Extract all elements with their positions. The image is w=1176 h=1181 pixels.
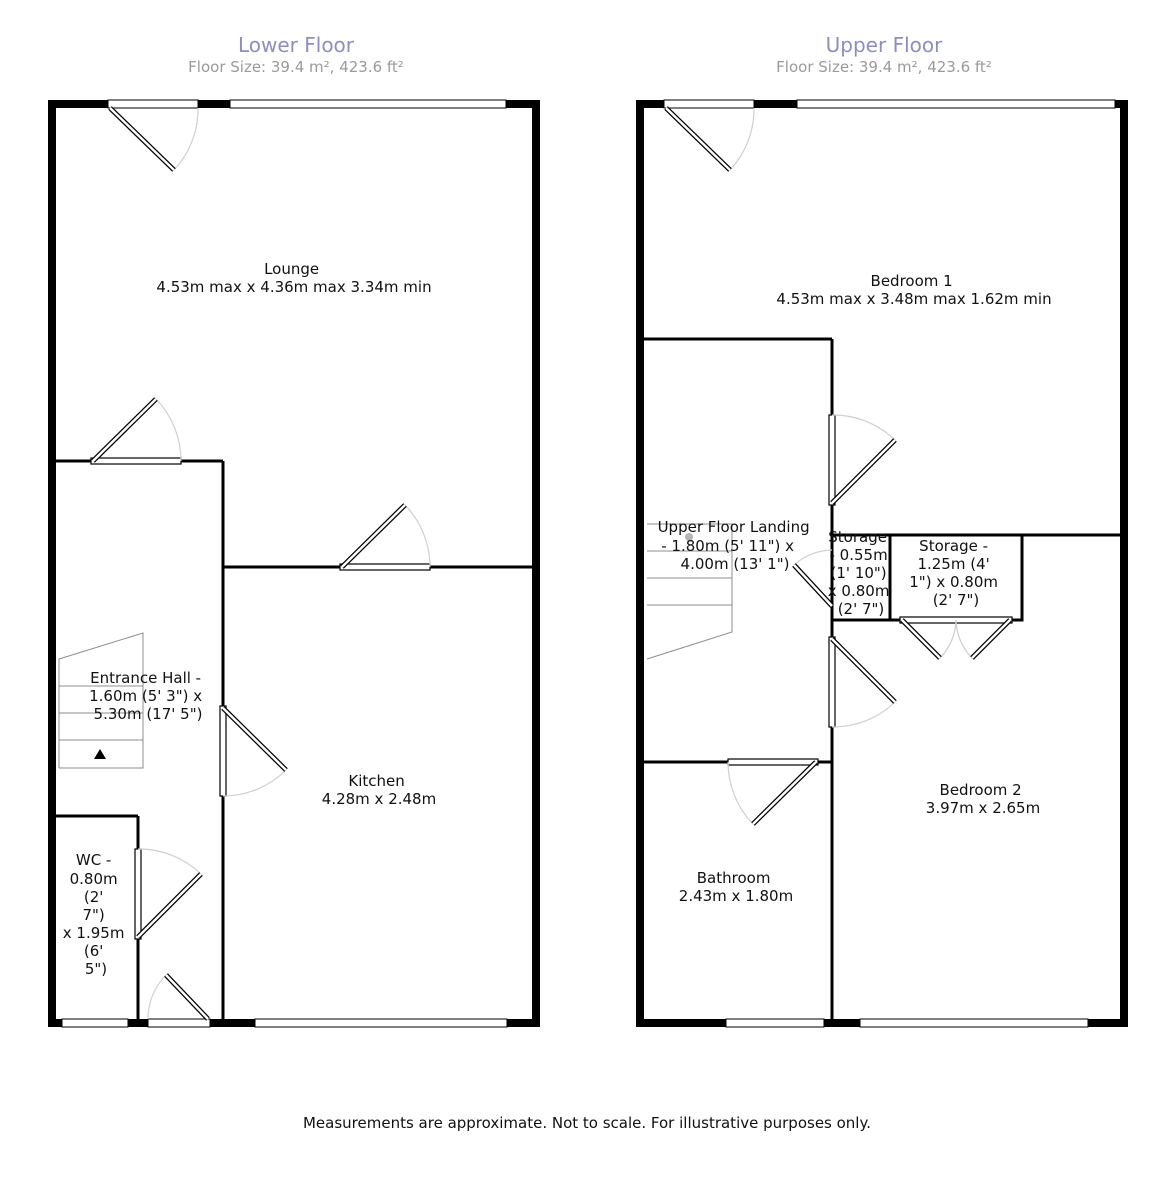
wc-label: WC - 0.80m (2' 7") x 1.95m (6' 5") — [62, 851, 125, 978]
storage-small-door-swing — [794, 550, 832, 565]
bedroom-2-door-swing — [832, 702, 895, 727]
upper-floor-landing-label: Upper Floor Landing - 1.80m (5' 11") x 4.00m (13' 1") — [657, 518, 810, 573]
bathroom-label: Bathroom 2.43m x 1.80m — [678, 869, 794, 905]
storage-small-label: Storage - 0.55m (1' 10") x 0.80m (2' 7") — [827, 528, 890, 618]
bedroom-2-door-frame — [829, 637, 835, 727]
bedroom-1-window — [797, 100, 1115, 108]
lower-floor-title: Lower Floor — [237, 33, 355, 57]
kitchen-label: Kitchen 4.28m x 2.48m — [321, 772, 437, 808]
upper-top-left-opening — [664, 100, 754, 108]
hall-door-swing — [156, 399, 181, 461]
upper-floor-size: Floor Size: 39.4 m², 423.6 ft² — [776, 58, 992, 76]
hall-back-door-opening — [148, 1019, 210, 1027]
bathroom-door-frame — [728, 759, 818, 765]
hall-door-frame — [91, 458, 181, 464]
lower-floor-size: Floor Size: 39.4 m², 423.6 ft² — [188, 58, 404, 76]
wc-door-frame — [135, 849, 141, 939]
storage-large-label: Storage - 1.25m (4' 1") x 0.80m (2' 7") — [909, 537, 998, 609]
kitchen-door-swing — [405, 505, 430, 567]
lower-exterior-wall — [52, 104, 536, 1023]
storage-large-right-swing — [956, 620, 972, 658]
bathroom-window — [726, 1019, 824, 1027]
upper-floor-title: Upper Floor — [825, 33, 943, 57]
storage-large-left-swing — [940, 620, 956, 658]
disclaimer-text: Measurements are approximate. Not to scale. For illustrative purposes only. — [302, 1114, 872, 1132]
wc-door-swing — [138, 849, 201, 874]
lounge-window — [230, 100, 506, 108]
front-door-swing — [174, 108, 198, 170]
hall-kitchen-door-frame — [220, 706, 226, 796]
lounge-label: Lounge 4.53m max x 4.36m max 3.34m min — [156, 260, 432, 296]
stair-up-arrow-icon — [94, 749, 106, 759]
hall-kitchen-door-swing — [223, 770, 286, 796]
bedroom-1-door-frame — [829, 415, 835, 505]
upper-floor-plan — [640, 100, 1124, 1027]
wc-window — [62, 1019, 128, 1027]
front-door-opening — [108, 100, 198, 108]
entrance-hall-label: Entrance Hall - 1.60m (5' 3") x 5.30m (17' 5") — [89, 669, 203, 723]
bedroom-1-corner-door-swing — [730, 108, 754, 170]
hall-back-door-swing — [148, 975, 166, 1019]
bathroom-door-swing — [728, 762, 753, 824]
bedroom-1-door-swing — [832, 415, 895, 440]
kitchen-window — [255, 1019, 507, 1027]
lower-floor-plan — [52, 100, 536, 1027]
bedroom-2-window — [860, 1019, 1088, 1027]
kitchen-door-frame — [340, 564, 430, 570]
bedroom-1-label: Bedroom 1 4.53m max x 3.48m max 1.62m min — [776, 272, 1052, 308]
bedroom-2-label: Bedroom 2 3.97m x 2.65m — [925, 781, 1041, 817]
